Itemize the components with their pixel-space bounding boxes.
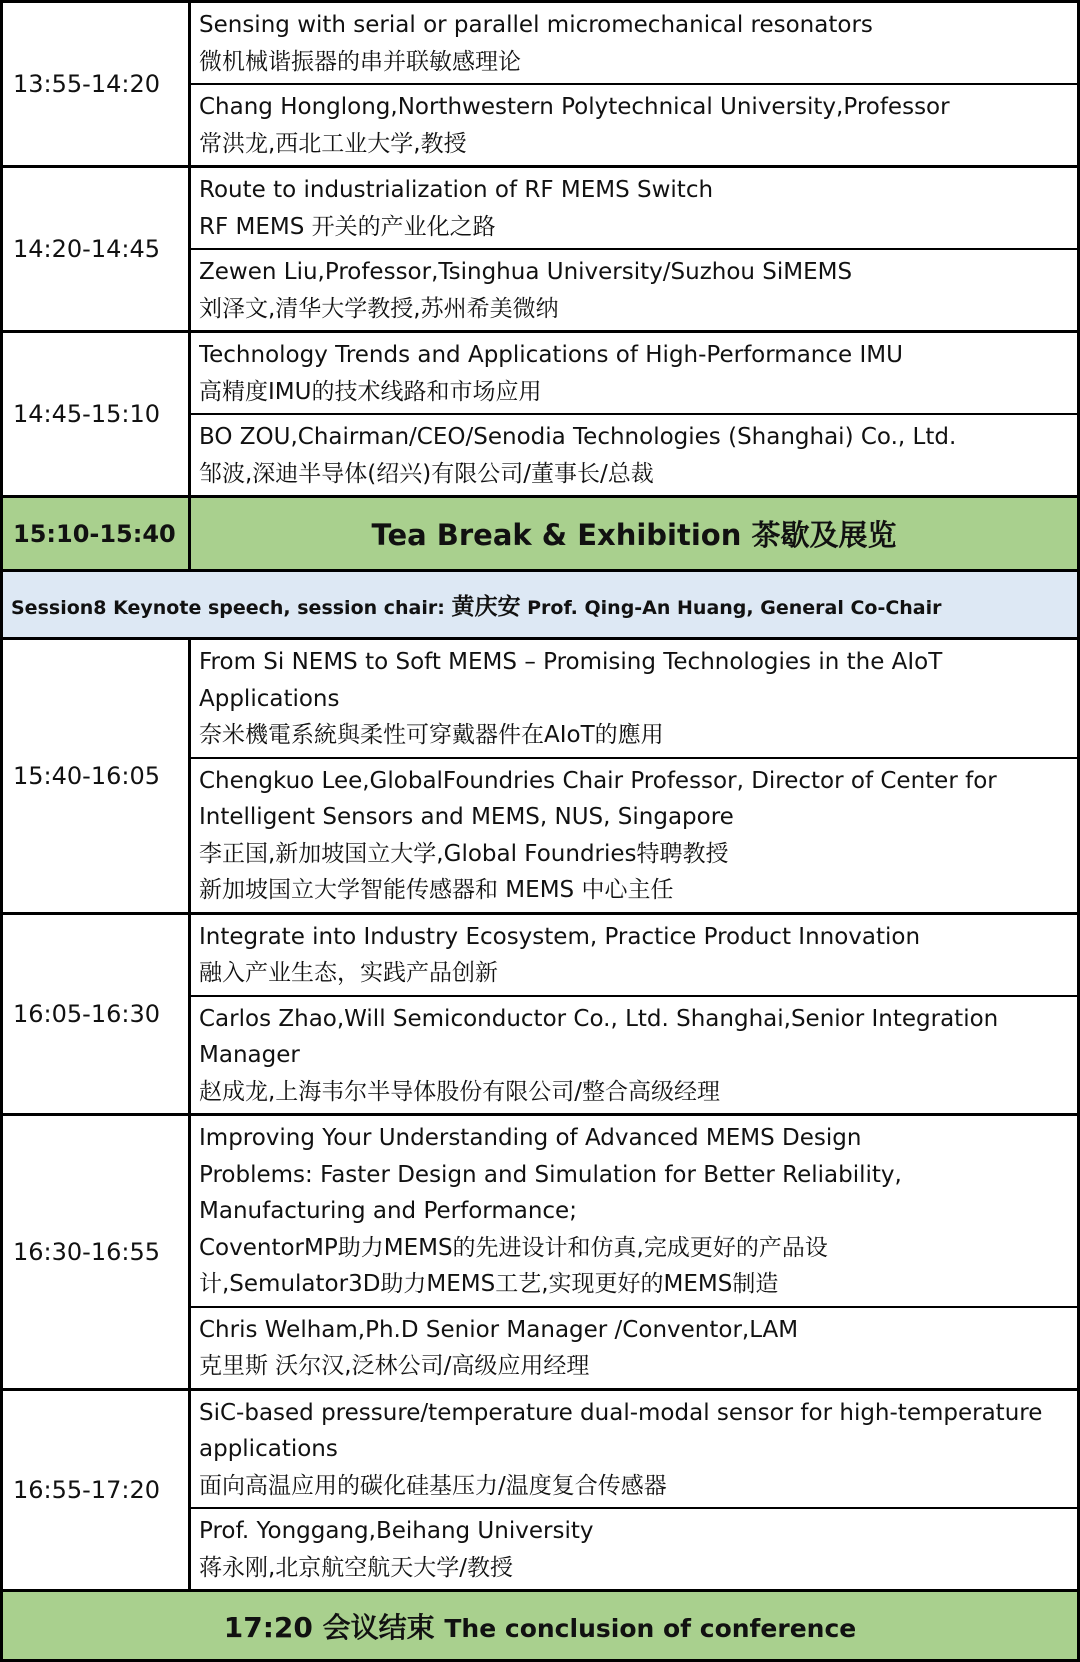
- schedule-row: [2, 2, 1079, 167]
- talk-cell: [190, 167, 1079, 332]
- talk-title-line: 微机械谐振器的串并联敏感理论: [199, 48, 521, 75]
- session-header-row: [2, 571, 1079, 639]
- speaker-info: [199, 415, 1069, 495]
- talk-title: [199, 168, 1069, 248]
- speaker-line: 邹波,深迪半导体(绍兴)有限公司/董事长/总裁: [199, 460, 654, 487]
- schedule-row: [2, 913, 1079, 1115]
- talk-title-line: RF MEMS 开关的产业化之路: [199, 213, 496, 240]
- schedule-row: [2, 639, 1079, 914]
- speaker-info: [199, 250, 1069, 330]
- time-slot: 16:05-16:30: [2, 913, 190, 1115]
- speaker-info: [199, 759, 1069, 912]
- session-header: [2, 571, 1079, 639]
- time-slot: 14:20-14:45: [2, 167, 190, 332]
- speaker-line: Chang Honglong,Northwestern Polytechnical University,Professor: [199, 94, 950, 120]
- time-slot: 15:40-16:05: [2, 639, 190, 914]
- talk-cell: [190, 1115, 1079, 1390]
- session-prefix: Session8 Keynote speech, session chair:: [11, 597, 452, 619]
- talk-title-line: Technology Trends and Applications of High-Performance IMU: [199, 342, 903, 368]
- schedule-row: [2, 1389, 1079, 1591]
- speaker-line: Prof. Yonggang,Beihang University: [199, 1518, 594, 1544]
- talk-title-line: Applications: [199, 685, 340, 712]
- talk-title: [199, 915, 1069, 995]
- talk-title: [199, 3, 1069, 83]
- talk-title-line: Integrate into Industry Ecosystem, Practice Product Innovation: [199, 923, 921, 950]
- speaker-info: [199, 1308, 1069, 1388]
- talk-title-line: Route to industrialization of RF MEMS Switch: [199, 177, 714, 203]
- talk-cell: [190, 332, 1079, 497]
- speaker-line: Intelligent Sensors and MEMS, NUS, Singapore: [199, 804, 734, 830]
- speaker-info: [199, 997, 1069, 1114]
- schedule-row: [2, 1115, 1079, 1390]
- talk-title-line: applications: [199, 1436, 338, 1462]
- speaker-line: Carlos Zhao,Will Semiconductor Co., Ltd. Shanghai,Senior Integration: [199, 1005, 999, 1032]
- tea-break-row: [2, 497, 1079, 571]
- talk-cell: [190, 1389, 1079, 1591]
- talk-title: [199, 640, 1069, 757]
- conclusion-row: [2, 1591, 1079, 1661]
- speaker-line: BO ZOU,Chairman/CEO/Senodia Technologies (Shanghai) Co., Ltd.: [199, 424, 957, 450]
- speaker-line: 蒋永刚,北京航空航天大学/教授: [199, 1554, 514, 1581]
- conclusion-en: The conclusion of conference: [444, 1613, 857, 1643]
- talk-title-line: 融入产业生态，实践产品创新: [199, 960, 498, 986]
- talk-title: [199, 333, 1069, 413]
- speaker-line: Manager: [199, 1042, 300, 1068]
- speaker-line: 刘泽文,清华大学教授,苏州希美微纳: [199, 295, 559, 322]
- speaker-line: Chris Welham,Ph.D Senior Manager /Conventor,LAM: [199, 1316, 799, 1343]
- time-slot: 14:45-15:10: [2, 332, 190, 497]
- speaker-info: [199, 1509, 1069, 1589]
- talk-title-line: 计,Semulator3D助力MEMS工艺,实现更好的MEMS制造: [199, 1271, 779, 1297]
- talk-title-line: Manufacturing and Performance;: [199, 1198, 577, 1224]
- talk-cell: [190, 913, 1079, 1115]
- talk-title: [199, 1391, 1069, 1508]
- speaker-info: [199, 85, 1069, 165]
- tea-break-title: Tea Break & Exhibition 茶歇及展览: [190, 497, 1079, 571]
- speaker-line: 新加坡国立大学智能传感器和 MEMS 中心主任: [199, 877, 674, 903]
- talk-title-line: 面向高温应用的碳化硅基压力/温度复合传感器: [199, 1472, 667, 1499]
- speaker-line: Zewen Liu,Professor,Tsinghua University/Suzhou SiMEMS: [199, 259, 853, 285]
- talk-title-line: 高精度IMU的技术线路和市场应用: [199, 378, 542, 405]
- talk-title-line: From Si NEMS to Soft MEMS – Promising Technologies in the AIoT: [199, 649, 943, 675]
- talk-title-line: Sensing with serial or parallel micromechanical resonators: [199, 12, 873, 38]
- session-chair-en: Prof. Qing-An Huang, General Co-Chair: [520, 597, 942, 619]
- speaker-line: 赵成龙,上海韦尔半导体股份有限公司/整合高级经理: [199, 1078, 721, 1105]
- conclusion-cn: 17:20 会议结束: [223, 1610, 445, 1644]
- time-slot: 13:55-14:20: [2, 2, 190, 167]
- conclusion-banner: [2, 1591, 1079, 1661]
- talk-title: [199, 1116, 1069, 1306]
- speaker-line: 李正国,新加坡国立大学,Global Foundries特聘教授: [199, 840, 729, 867]
- tea-break-time: 15:10-15:40: [2, 497, 190, 571]
- schedule-row: [2, 167, 1079, 332]
- talk-title-line: Problems: Faster Design and Simulation for Better Reliability,: [199, 1161, 902, 1188]
- speaker-line: Chengkuo Lee,GlobalFoundries Chair Professor, Director of Center for: [199, 767, 997, 794]
- time-slot: 16:55-17:20: [2, 1389, 190, 1591]
- talk-title-line: SiC-based pressure/temperature dual-modal sensor for high-temperature: [199, 1399, 1043, 1426]
- time-slot: 16:30-16:55: [2, 1115, 190, 1390]
- session-chair-cn: 黄庆安: [451, 594, 521, 620]
- talk-title-line: CoventorMP助力MEMS的先进设计和仿真,完成更好的产品设: [199, 1234, 828, 1261]
- talk-cell: [190, 2, 1079, 167]
- talk-title-line: Improving Your Understanding of Advanced MEMS Design: [199, 1125, 862, 1151]
- speaker-line: 克里斯 沃尔汉,泛林公司/高级应用经理: [199, 1353, 590, 1379]
- talk-cell: [190, 639, 1079, 914]
- schedule-row: [2, 332, 1079, 497]
- speaker-line: 常洪龙,西北工业大学,教授: [199, 130, 467, 157]
- talk-title-line: 奈米機電系統與柔性可穿戴器件在AIoT的應用: [199, 722, 664, 748]
